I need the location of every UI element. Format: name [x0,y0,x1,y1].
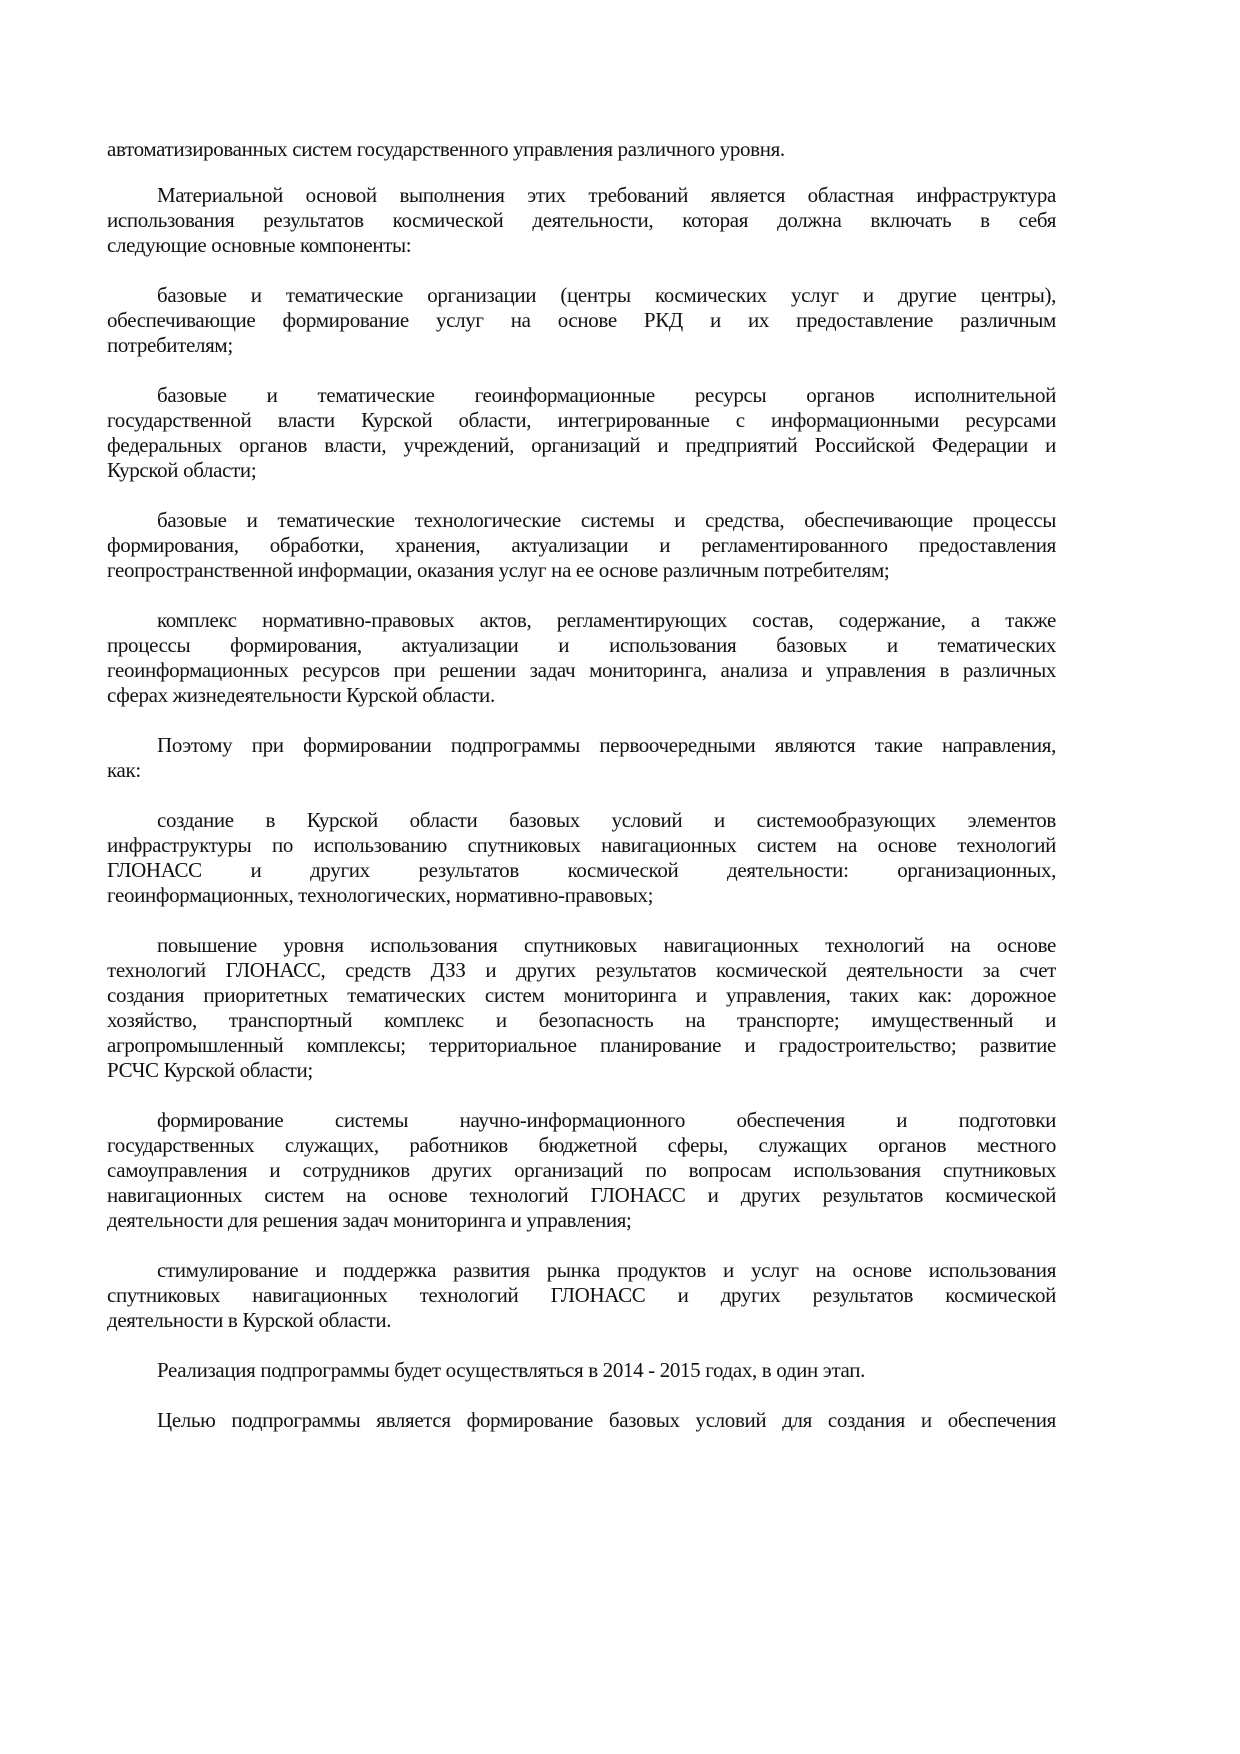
text-line: создание в Курской области базовых условий и системообразующих элементов [157,808,1056,832]
text-line: государственной власти Курской области, интегрированные с информационными ресурсами [107,408,1056,432]
text-line: формирования, обработки, хранения, актуализации и регламентированного предоставления [107,533,1056,557]
text-line: государственных служащих, работников бюджетной сферы, служащих органов местного [107,1133,1056,1157]
text-line: технологий ГЛОНАСС, средств ДЗЗ и других результатов космической деятельности за счет [107,958,1056,982]
text-line: Реализация подпрограммы будет осуществляться в 2014 - 2015 годах, в один этап. [157,1358,866,1382]
text-line: РСЧС Курской области; [107,1058,313,1082]
text-line: базовые и тематические организации (центры космических услуг и другие центры), [157,283,1056,307]
text-line: геопространственной информации, оказания услуг на ее основе различным потребителям; [107,558,890,582]
text-line: обеспечивающие формирование услуг на основе РКД и их предоставление различным [107,308,1056,332]
paragraph [107,283,1056,358]
text-line: самоуправления и сотрудников других организаций по вопросам использования спутниковых [107,1158,1056,1182]
text-line: формирование системы научно-информационного обеспечения и подготовки [157,1108,1056,1132]
paragraph [107,808,1056,908]
paragraph [107,1108,1056,1233]
paragraph [107,383,1056,483]
text-line: инфраструктуры по использованию спутниковых навигационных систем на основе технологий [107,833,1056,857]
text-line: стимулирование и поддержка развития рынка продуктов и услуг на основе использования [157,1258,1056,1282]
text-line: спутниковых навигационных технологий ГЛОНАСС и других результатов космической [107,1283,1056,1307]
paragraph [107,183,1056,258]
text-line: сферах жизнедеятельности Курской области. [107,683,495,707]
paragraph [107,733,1056,783]
text-line: навигационных систем на основе технологий ГЛОНАСС и других результатов космической [107,1183,1056,1207]
text-line: деятельности в Курской области. [107,1308,392,1332]
paragraph [107,933,1056,1083]
text-line: агропромышленный комплексы; территориальное планирование и градостроительство; развитие [107,1033,1056,1057]
paragraph [107,1358,1056,1383]
text-line: базовые и тематические геоинформационные ресурсы органов исполнительной [157,383,1056,407]
text-line: как: [107,758,141,782]
text-line: ГЛОНАСС и других результатов космической деятельности: организационных, [107,858,1056,882]
text-line: создания приоритетных тематических систем мониторинга и управления, таких как: дорожное [107,983,1056,1007]
text-line: Поэтому при формировании подпрограммы первоочередными являются такие направления, [157,733,1056,757]
text-line: потребителям; [107,333,233,357]
text-line: Курской области; [107,458,257,482]
paragraph [107,1408,1056,1433]
text-line: автоматизированных систем государственного управления различного уровня. [107,137,785,161]
text-line: Целью подпрограммы является формирование базовых условий для создания и обеспечения [157,1408,1056,1432]
text-line: деятельности для решения задач мониторинга и управления; [107,1208,632,1232]
paragraph [107,508,1056,583]
paragraph [107,1258,1056,1333]
text-line: процессы формирования, актуализации и использования базовых и тематических [107,633,1056,657]
text-line: геоинформационных, технологических, нормативно-правовых; [107,883,654,907]
text-line: использования результатов космической деятельности, которая должна включать в себя [107,208,1056,232]
paragraph [107,137,1056,162]
text-line: комплекс нормативно-правовых актов, регламентирующих состав, содержание, а также [157,608,1056,632]
paragraph [107,608,1056,708]
text-line: федеральных органов власти, учреждений, организаций и предприятий Российской Федерации и [107,433,1056,457]
text-line: Материальной основой выполнения этих требований является областная инфраструктура [157,183,1056,207]
text-line: следующие основные компоненты: [107,233,412,257]
text-line: хозяйство, транспортный комплекс и безопасность на транспорте; имущественный и [107,1008,1056,1032]
text-line: геоинформационных ресурсов при решении задач мониторинга, анализа и управления в различных [107,658,1056,682]
document-page [107,137,1056,1458]
text-line: базовые и тематические технологические системы и средства, обеспечивающие процессы [157,508,1056,532]
text-line: повышение уровня использования спутниковых навигационных технологий на основе [157,933,1056,957]
